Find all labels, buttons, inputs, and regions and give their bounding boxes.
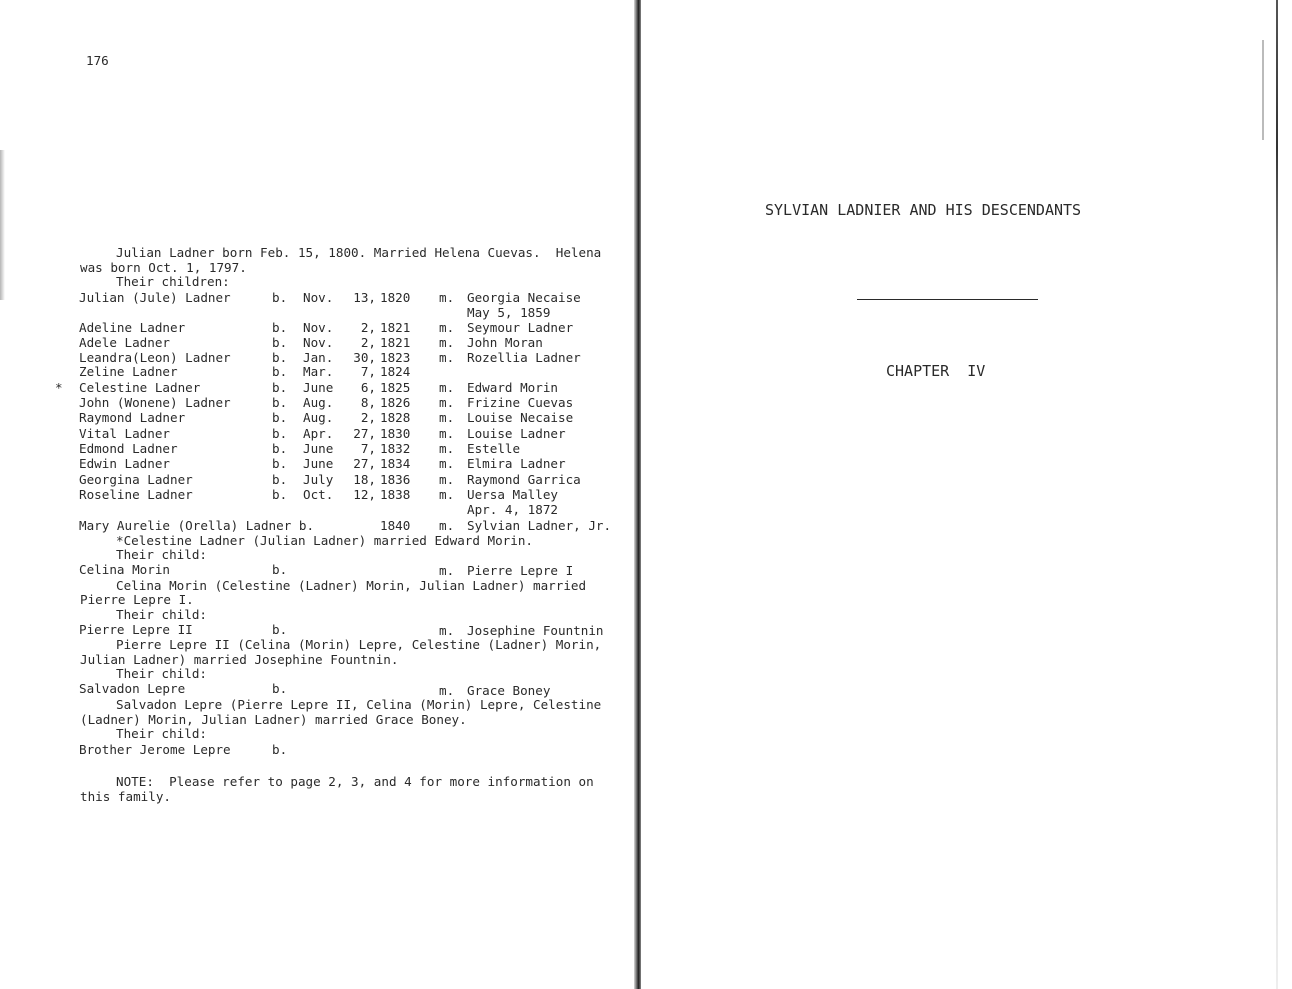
child-birth-year: 1834 [380, 456, 411, 471]
child-birth-day: 7, [360, 441, 376, 456]
child-spouse: Sylvian Ladner, Jr. [467, 518, 612, 533]
child-birth-month: Nov. [303, 290, 334, 305]
child-married-label: m. [439, 380, 455, 395]
child-marker: * [55, 380, 63, 395]
lineage-child-born: b. [272, 562, 288, 577]
child-name: Adele Ladner [79, 335, 170, 350]
lineage-line: Pierre Lepre II (Celina (Morin) Lepre, Celestine (Ladner) Morin, [116, 637, 602, 652]
child-birth-year: 1832 [380, 441, 411, 456]
child-birth-day: 2, [360, 335, 376, 350]
child-birth-month: June [303, 380, 334, 395]
child-name: Georgina Ladner [79, 472, 193, 487]
child-birth-month: June [303, 441, 334, 456]
lineage-child-married: m. [439, 563, 455, 578]
lineage-child-spouse: Josephine Fountnin [467, 623, 604, 638]
child-spouse: Seymour Ladner [467, 320, 574, 335]
page-edge-shadow [1276, 0, 1278, 989]
child-birth-day: 27, [353, 456, 376, 471]
child-marriage-date: Apr. 4, 1872 [467, 502, 558, 517]
child-born-label: b. [272, 410, 288, 425]
child-born-label: b. [272, 364, 288, 379]
lineage-child-name: Celina Morin [79, 562, 170, 577]
title-rule [857, 299, 1038, 300]
lineage-child-born: b. [272, 622, 288, 637]
child-born-label: b. [272, 395, 288, 410]
lineage-line: Their child: [116, 666, 207, 681]
child-spouse: Louise Necaise [467, 410, 574, 425]
child-birth-day: 30, [353, 350, 376, 365]
child-birth-year: 1820 [380, 290, 411, 305]
left-page [0, 0, 637, 989]
child-born-label: b. [272, 441, 288, 456]
child-name: Zeline Ladner [79, 364, 178, 379]
child-birth-year: 1821 [380, 320, 411, 335]
child-birth-year: 1821 [380, 335, 411, 350]
child-married-label: m. [439, 441, 455, 456]
lineage-child-married: m. [439, 623, 455, 638]
child-married-label: m. [439, 290, 455, 305]
child-birth-year: 1825 [380, 380, 411, 395]
child-birth-month: Nov. [303, 335, 334, 350]
child-born-label: b. [272, 290, 288, 305]
chapter-heading: CHAPTER IV [886, 362, 986, 380]
child-birth-month: Jan. [303, 350, 334, 365]
child-birth-day: 13, [353, 290, 376, 305]
child-born-label: b. [272, 487, 288, 502]
child-name: Adeline Ladner [79, 320, 186, 335]
lineage-child-born: b. [272, 681, 288, 696]
lineage-child-born: b. [272, 742, 288, 757]
child-spouse: Frizine Cuevas [467, 395, 574, 410]
child-birth-month: Nov. [303, 320, 334, 335]
page-edge-shadow [1262, 40, 1264, 140]
lineage-line: Their child: [116, 726, 207, 741]
lineage-line: Celina Morin (Celestine (Ladner) Morin, Julian Ladner) married [116, 578, 587, 593]
lineage-line: Salvadon Lepre (Pierre Lepre II, Celina (Morin) Lepre, Celestine [116, 697, 602, 712]
lineage-line: Their child: [116, 607, 207, 622]
child-spouse: Louise Ladner [467, 426, 566, 441]
intro-line: was born Oct. 1, 1797. [80, 260, 247, 275]
lineage-line: Pierre Lepre I. [80, 592, 194, 607]
child-birth-day: 12, [353, 487, 376, 502]
child-spouse: Uersa Malley [467, 487, 558, 502]
child-born-label: b. [272, 350, 288, 365]
lineage-child-name: Pierre Lepre II [79, 622, 193, 637]
child-birth-month: Aug. [303, 395, 334, 410]
child-birth-year: 1826 [380, 395, 411, 410]
lineage-child-name: Salvadon Lepre [79, 681, 186, 696]
page-number: 176 [86, 53, 109, 68]
child-birth-year: 1828 [380, 410, 411, 425]
child-birth-day: 2, [360, 410, 376, 425]
child-birth-month: Apr. [303, 426, 334, 441]
child-married-label: m. [439, 426, 455, 441]
child-birth-year: 1830 [380, 426, 411, 441]
child-married-label: m. [439, 410, 455, 425]
child-name: Mary Aurelie (Orella) Ladner b. [79, 518, 315, 533]
child-spouse: Elmira Ladner [467, 456, 566, 471]
child-married-label: m. [439, 335, 455, 350]
child-birth-month: Aug. [303, 410, 334, 425]
child-spouse: Rozellia Ladner [467, 350, 581, 365]
child-born-label: b. [272, 380, 288, 395]
child-name: Edmond Ladner [79, 441, 178, 456]
intro-line: Julian Ladner born Feb. 15, 1800. Married Helena Cuevas. Helena [116, 245, 602, 260]
child-name: Celestine Ladner [79, 380, 201, 395]
lineage-child-spouse: Pierre Lepre I [467, 563, 574, 578]
right-page-title: SYLVIAN LADNIER AND HIS DESCENDANTS [765, 201, 1082, 219]
child-birth-year: 1836 [380, 472, 411, 487]
child-birth-day: 2, [360, 320, 376, 335]
child-name: John (Wonene) Ladner [79, 395, 231, 410]
child-birth-year: 1838 [380, 487, 411, 502]
note-line: NOTE: Please refer to page 2, 3, and 4 for more information on [116, 774, 594, 789]
child-birth-day: 7, [360, 364, 376, 379]
child-name: Roseline Ladner [79, 487, 193, 502]
child-name: Edwin Ladner [79, 456, 170, 471]
scan-edge-shadow [0, 150, 5, 300]
child-birth-month: June [303, 456, 334, 471]
lineage-line: Julian Ladner) married Josephine Fountnin. [80, 652, 399, 667]
child-name: Vital Ladner [79, 426, 170, 441]
child-married-label: m. [439, 472, 455, 487]
child-married-label: m. [439, 350, 455, 365]
child-spouse: John Moran [467, 335, 543, 350]
right-page [641, 0, 1292, 989]
child-born-label: b. [272, 472, 288, 487]
child-birth-day: 18, [353, 472, 376, 487]
child-name: Leandra(Leon) Ladner [79, 350, 231, 365]
note-line: this family. [80, 789, 171, 804]
lineage-line: Their child: [116, 547, 207, 562]
child-spouse: Georgia Necaise [467, 290, 581, 305]
child-name: Raymond Ladner [79, 410, 186, 425]
child-spouse: Edward Morin [467, 380, 558, 395]
lineage-child-name: Brother Jerome Lepre [79, 742, 231, 757]
child-birth-day: 8, [360, 395, 376, 410]
child-married-label: m. [439, 320, 455, 335]
child-birth-month: Oct. [303, 487, 334, 502]
child-name: Julian (Jule) Ladner [79, 290, 231, 305]
child-married-label: m. [439, 456, 455, 471]
child-birth-day: 27, [353, 426, 376, 441]
child-spouse: Estelle [467, 441, 521, 456]
child-birth-year: 1823 [380, 350, 411, 365]
child-born-label: b. [272, 320, 288, 335]
child-born-label: b. [272, 335, 288, 350]
intro-line: Their children: [116, 274, 230, 289]
child-birth-year: 1840 [380, 518, 411, 533]
child-birth-month: July [303, 472, 334, 487]
child-married-label: m. [439, 395, 455, 410]
child-born-label: b. [272, 456, 288, 471]
child-married-label: m. [439, 518, 455, 533]
lineage-child-spouse: Grace Boney [467, 683, 551, 698]
child-born-label: b. [272, 426, 288, 441]
lineage-line: (Ladner) Morin, Julian Ladner) married Grace Boney. [80, 712, 467, 727]
child-marriage-date: May 5, 1859 [467, 305, 551, 320]
lineage-child-married: m. [439, 683, 455, 698]
child-birth-day: 6, [360, 380, 376, 395]
child-birth-year: 1824 [380, 364, 411, 379]
lineage-line: *Celestine Ladner (Julian Ladner) married Edward Morin. [116, 533, 534, 548]
child-birth-month: Mar. [303, 364, 334, 379]
child-married-label: m. [439, 487, 455, 502]
child-spouse: Raymond Garrica [467, 472, 581, 487]
